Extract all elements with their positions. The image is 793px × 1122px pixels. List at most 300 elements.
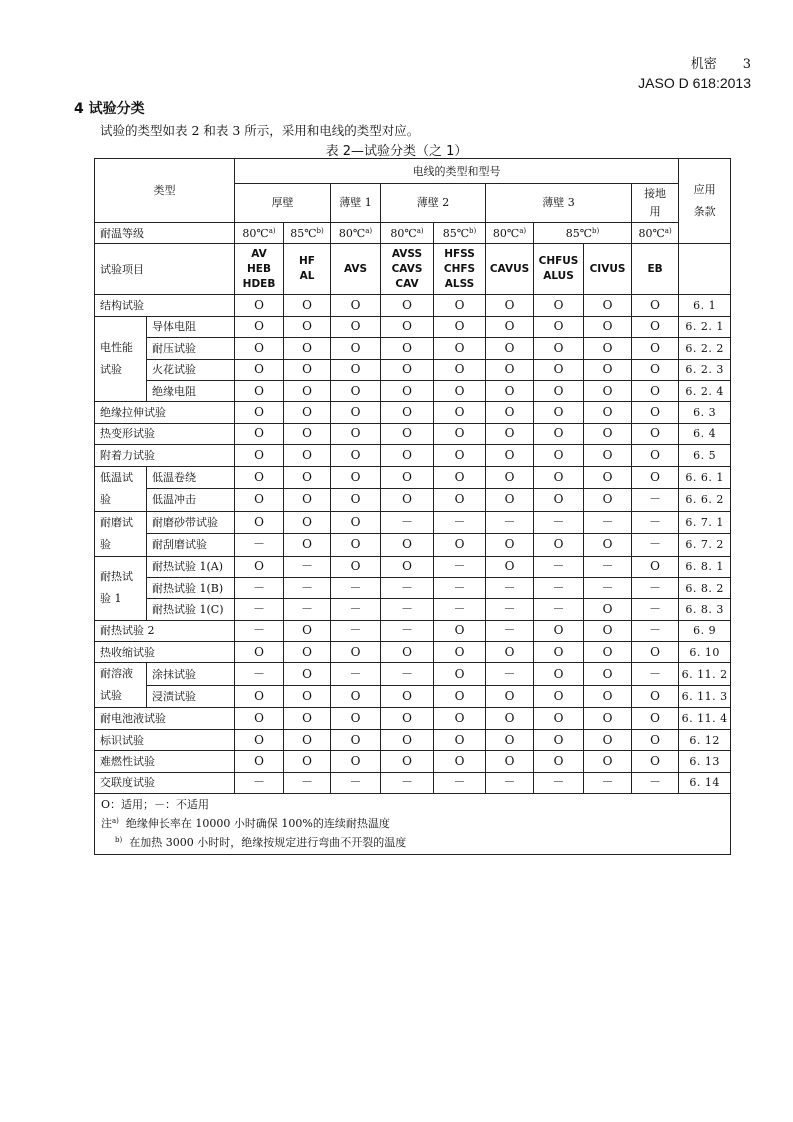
applicability-mark: O bbox=[235, 338, 284, 359]
applicability-mark: － bbox=[486, 577, 534, 598]
model-header: HFSS CHFS ALSS bbox=[434, 244, 486, 295]
table-row bbox=[95, 466, 731, 489]
applicability-mark: O bbox=[434, 489, 486, 512]
temp-value: 80℃ bbox=[242, 226, 269, 240]
temp-cell bbox=[486, 223, 534, 244]
temp-footnote-mark: a) bbox=[664, 226, 672, 235]
temp-footnote-mark: a) bbox=[365, 226, 373, 235]
applicability-mark: O bbox=[534, 445, 584, 466]
clause-number: 6. 1 bbox=[679, 295, 731, 316]
applicability-mark: O bbox=[632, 685, 679, 708]
applicability-mark: O bbox=[632, 316, 679, 337]
test-item: 低温卷绕 bbox=[147, 466, 235, 489]
test-item: 结构试验 bbox=[95, 295, 235, 316]
test-item: 难燃性试验 bbox=[95, 751, 235, 772]
applicability-mark: O bbox=[486, 708, 534, 729]
table-row bbox=[95, 708, 731, 729]
temp-label: 耐温等级 bbox=[95, 223, 235, 244]
applicability-mark: － bbox=[331, 772, 381, 793]
table-notes bbox=[95, 794, 731, 855]
applicability-mark: O bbox=[584, 729, 632, 750]
applicability-mark: － bbox=[235, 620, 284, 641]
applicability-mark: O bbox=[434, 445, 486, 466]
applicability-mark: O bbox=[235, 316, 284, 337]
test-item: 耐热试验 1(A) bbox=[147, 556, 235, 577]
applicability-mark: － bbox=[381, 577, 434, 598]
table-row bbox=[95, 599, 731, 620]
applicability-mark: O bbox=[584, 359, 632, 380]
applicability-mark: O bbox=[381, 359, 434, 380]
applicability-mark: O bbox=[235, 359, 284, 380]
applicability-mark: O bbox=[584, 338, 632, 359]
applicability-mark: － bbox=[632, 663, 679, 686]
model-header: CIVUS bbox=[584, 244, 632, 295]
temp-value: 85℃ bbox=[290, 226, 317, 240]
test-item: 导体电阻 bbox=[147, 316, 235, 337]
applicability-mark: O bbox=[584, 423, 632, 444]
applicability-mark: － bbox=[632, 489, 679, 512]
applicability-mark: － bbox=[331, 599, 381, 620]
table-row bbox=[95, 751, 731, 772]
applicability-mark: O bbox=[584, 599, 632, 620]
applicability-mark: O bbox=[331, 380, 381, 401]
clause-number: 6. 11. 4 bbox=[679, 708, 731, 729]
applicability-mark: O bbox=[632, 423, 679, 444]
applicability-mark: － bbox=[235, 534, 284, 557]
wire-type-header: 电线的类型和型号 bbox=[235, 159, 679, 184]
model-header: HF AL bbox=[284, 244, 331, 295]
model-header: EB bbox=[632, 244, 679, 295]
clause-number: 6. 13 bbox=[679, 751, 731, 772]
applicability-mark: O bbox=[632, 642, 679, 663]
applicability-mark: － bbox=[534, 556, 584, 577]
applicability-mark: O bbox=[584, 685, 632, 708]
applicability-mark: O bbox=[434, 620, 486, 641]
applicability-mark: O bbox=[331, 751, 381, 772]
temp-cell bbox=[381, 223, 434, 244]
table-row bbox=[95, 338, 731, 359]
clause-header: 应用 条款 bbox=[679, 159, 731, 244]
clause-number: 6. 10 bbox=[679, 642, 731, 663]
applicability-mark: O bbox=[331, 359, 381, 380]
applicability-mark: O bbox=[486, 556, 534, 577]
temp-cell bbox=[284, 223, 331, 244]
group-header: 接地 用 bbox=[632, 184, 679, 223]
applicability-mark: O bbox=[486, 295, 534, 316]
applicability-mark: － bbox=[284, 772, 331, 793]
table-row bbox=[95, 772, 731, 793]
test-item: 耐压试验 bbox=[147, 338, 235, 359]
applicability-mark: － bbox=[235, 772, 284, 793]
table-row bbox=[95, 445, 731, 466]
applicability-mark: O bbox=[235, 708, 284, 729]
applicability-mark: O bbox=[632, 751, 679, 772]
applicability-mark: － bbox=[434, 511, 486, 534]
applicability-mark: O bbox=[434, 534, 486, 557]
applicability-mark: O bbox=[434, 338, 486, 359]
applicability-mark: O bbox=[486, 445, 534, 466]
applicability-mark: － bbox=[235, 663, 284, 686]
applicability-mark: O bbox=[584, 316, 632, 337]
applicability-mark: O bbox=[534, 685, 584, 708]
applicability-mark: O bbox=[632, 466, 679, 489]
applicability-mark: O bbox=[381, 380, 434, 401]
applicability-mark: O bbox=[331, 729, 381, 750]
applicability-mark: O bbox=[235, 729, 284, 750]
applicability-mark: O bbox=[381, 316, 434, 337]
applicability-mark: O bbox=[284, 316, 331, 337]
applicability-mark: O bbox=[486, 642, 534, 663]
test-item: 耐电池液试验 bbox=[95, 708, 235, 729]
applicability-mark: O bbox=[486, 359, 534, 380]
test-item: 交联度试验 bbox=[95, 772, 235, 793]
applicability-mark: － bbox=[381, 620, 434, 641]
applicability-mark: O bbox=[284, 380, 331, 401]
applicability-mark: O bbox=[284, 489, 331, 512]
footnote-b-mark: b) bbox=[115, 836, 123, 845]
applicability-mark: O bbox=[534, 380, 584, 401]
test-item: 附着力试验 bbox=[95, 445, 235, 466]
applicability-mark: O bbox=[331, 316, 381, 337]
applicability-mark: O bbox=[381, 534, 434, 557]
applicability-mark: O bbox=[632, 338, 679, 359]
applicability-mark: O bbox=[331, 338, 381, 359]
table-row bbox=[95, 489, 731, 512]
footnote-b bbox=[101, 833, 730, 852]
table-row bbox=[95, 423, 731, 444]
temp-value: 85℃ bbox=[442, 226, 470, 240]
applicability-mark: O bbox=[284, 708, 331, 729]
applicability-mark: O bbox=[486, 380, 534, 401]
applicability-mark: O bbox=[584, 663, 632, 686]
applicability-mark: O bbox=[284, 663, 331, 686]
applicability-mark: O bbox=[534, 729, 584, 750]
applicability-mark: O bbox=[331, 402, 381, 423]
applicability-mark: － bbox=[434, 556, 486, 577]
model-header: CHFUS ALUS bbox=[534, 244, 584, 295]
clause-number: 6. 2. 4 bbox=[679, 380, 731, 401]
applicability-mark: O bbox=[381, 423, 434, 444]
applicability-mark: O bbox=[632, 445, 679, 466]
applicability-mark: O bbox=[486, 466, 534, 489]
clause-number: 6. 8. 3 bbox=[679, 599, 731, 620]
applicability-mark: － bbox=[534, 511, 584, 534]
group-header: 薄壁 3 bbox=[486, 184, 632, 223]
test-item: 绝缘电阻 bbox=[147, 380, 235, 401]
applicability-mark: O bbox=[534, 663, 584, 686]
clause-number: 6. 5 bbox=[679, 445, 731, 466]
table-row bbox=[95, 380, 731, 401]
applicability-mark: O bbox=[235, 295, 284, 316]
table-row bbox=[95, 556, 731, 577]
applicability-mark: O bbox=[434, 708, 486, 729]
applicability-mark: － bbox=[584, 556, 632, 577]
table-row bbox=[95, 685, 731, 708]
applicability-mark: O bbox=[284, 338, 331, 359]
clause-number: 6. 11. 2 bbox=[679, 663, 731, 686]
applicability-mark: O bbox=[534, 295, 584, 316]
test-item: 热变形试验 bbox=[95, 423, 235, 444]
clause-number: 6. 9 bbox=[679, 620, 731, 641]
clause-number: 6. 14 bbox=[679, 772, 731, 793]
applicability-mark: O bbox=[486, 685, 534, 708]
applicability-mark: O bbox=[632, 708, 679, 729]
applicability-mark: O bbox=[331, 534, 381, 557]
applicability-mark: O bbox=[235, 380, 284, 401]
applicability-mark: O bbox=[486, 534, 534, 557]
clause-number: 6. 6. 1 bbox=[679, 466, 731, 489]
applicability-mark: － bbox=[534, 772, 584, 793]
temp-footnote-mark: a) bbox=[519, 226, 527, 235]
applicability-mark: － bbox=[584, 577, 632, 598]
note-prefix: 注 bbox=[101, 817, 112, 831]
applicability-mark: O bbox=[434, 642, 486, 663]
table-row bbox=[95, 663, 731, 686]
applicability-mark: O bbox=[284, 466, 331, 489]
applicability-mark: － bbox=[381, 511, 434, 534]
test-group: 耐磨试 验 bbox=[95, 511, 147, 556]
test-item: 浸渍试验 bbox=[147, 685, 235, 708]
applicability-mark: O bbox=[381, 489, 434, 512]
notes-row bbox=[95, 794, 731, 855]
group-header: 厚壁 bbox=[235, 184, 331, 223]
applicability-mark: － bbox=[434, 577, 486, 598]
applicability-mark: O bbox=[381, 729, 434, 750]
applicability-mark: － bbox=[235, 577, 284, 598]
applicability-mark: O bbox=[434, 316, 486, 337]
table-row bbox=[95, 295, 731, 316]
test-group: 耐热试 验 1 bbox=[95, 556, 147, 620]
applicability-mark: － bbox=[434, 599, 486, 620]
applicability-mark: － bbox=[331, 577, 381, 598]
applicability-mark: O bbox=[534, 402, 584, 423]
applicability-mark: O bbox=[235, 556, 284, 577]
applicability-mark: － bbox=[584, 511, 632, 534]
clause-number: 6. 3 bbox=[679, 402, 731, 423]
applicability-mark: O bbox=[584, 295, 632, 316]
applicability-mark: O bbox=[534, 338, 584, 359]
applicability-mark: O bbox=[434, 729, 486, 750]
applicability-mark: O bbox=[381, 402, 434, 423]
table-title: 表 2—试验分类（之 1） bbox=[325, 144, 468, 159]
applicability-mark: － bbox=[632, 534, 679, 557]
applicability-mark: － bbox=[632, 772, 679, 793]
applicability-mark: O bbox=[381, 295, 434, 316]
applicability-mark: O bbox=[284, 685, 331, 708]
applicability-mark: O bbox=[434, 663, 486, 686]
applicability-mark: O bbox=[381, 445, 434, 466]
applicability-mark: O bbox=[331, 445, 381, 466]
applicability-mark: － bbox=[486, 663, 534, 686]
clause-header-blank bbox=[679, 244, 731, 295]
applicability-mark: O bbox=[235, 642, 284, 663]
applicability-mark: O bbox=[534, 359, 584, 380]
applicability-mark: － bbox=[235, 599, 284, 620]
applicability-mark: O bbox=[284, 423, 331, 444]
temp-footnote-mark: b) bbox=[592, 226, 600, 235]
table-row bbox=[95, 620, 731, 641]
applicability-mark: O bbox=[534, 423, 584, 444]
header-row-temps bbox=[95, 223, 731, 244]
applicability-mark: O bbox=[486, 423, 534, 444]
legend-note: O：适用；－：不适用 bbox=[101, 798, 210, 812]
type-header: 类型 bbox=[95, 159, 235, 223]
applicability-mark: O bbox=[486, 316, 534, 337]
applicability-mark: O bbox=[534, 620, 584, 641]
applicability-mark: O bbox=[331, 642, 381, 663]
temp-footnote-mark: b) bbox=[316, 226, 324, 235]
standard-number: JASO D 618:2013 bbox=[638, 75, 751, 91]
temp-cell bbox=[534, 223, 632, 244]
test-item: 火花试验 bbox=[147, 359, 235, 380]
clause-number: 6. 12 bbox=[679, 729, 731, 750]
applicability-mark: O bbox=[284, 620, 331, 641]
applicability-mark: O bbox=[434, 359, 486, 380]
temp-footnote-mark: b) bbox=[469, 226, 477, 235]
test-group: 低温试 验 bbox=[95, 466, 147, 511]
test-item: 耐热试验 2 bbox=[95, 620, 235, 641]
applicability-mark: － bbox=[632, 511, 679, 534]
footnote-a bbox=[101, 814, 730, 833]
test-item: 涂抹试验 bbox=[147, 663, 235, 686]
test-group: 电性能 试验 bbox=[95, 316, 147, 402]
test-classification-table bbox=[94, 158, 731, 855]
applicability-mark: － bbox=[632, 577, 679, 598]
applicability-mark: O bbox=[632, 359, 679, 380]
applicability-mark: O bbox=[434, 466, 486, 489]
applicability-mark: － bbox=[486, 620, 534, 641]
applicability-mark: － bbox=[331, 620, 381, 641]
clause-number: 6. 2. 1 bbox=[679, 316, 731, 337]
applicability-mark: O bbox=[284, 534, 331, 557]
temp-footnote-mark: a) bbox=[268, 226, 276, 235]
applicability-mark: O bbox=[381, 642, 434, 663]
footnote-a-text: 绝缘伸长率在 10000 小时确保 100%的连续耐热温度 bbox=[125, 817, 390, 831]
applicability-mark: O bbox=[331, 708, 381, 729]
clause-number: 6. 11. 3 bbox=[679, 685, 731, 708]
applicability-mark: － bbox=[584, 772, 632, 793]
applicability-mark: O bbox=[284, 751, 331, 772]
table-row bbox=[95, 359, 731, 380]
applicability-mark: O bbox=[434, 423, 486, 444]
test-item: 耐热试验 1(C) bbox=[147, 599, 235, 620]
applicability-mark: O bbox=[284, 402, 331, 423]
applicability-mark: － bbox=[632, 599, 679, 620]
applicability-mark: O bbox=[331, 466, 381, 489]
applicability-mark: O bbox=[534, 534, 584, 557]
test-item: 标识试验 bbox=[95, 729, 235, 750]
applicability-mark: O bbox=[331, 423, 381, 444]
clause-number: 6. 8. 2 bbox=[679, 577, 731, 598]
model-header: CAVUS bbox=[486, 244, 534, 295]
header-row-models bbox=[95, 244, 731, 295]
applicability-mark: O bbox=[584, 402, 632, 423]
footnote-b-text: 在加热 3000 小时时，绝缘按规定进行弯曲不开裂的温度 bbox=[129, 836, 407, 850]
temp-cell bbox=[235, 223, 284, 244]
table-row bbox=[95, 511, 731, 534]
model-header: AVS bbox=[331, 244, 381, 295]
applicability-mark: O bbox=[235, 685, 284, 708]
applicability-mark: － bbox=[486, 599, 534, 620]
applicability-mark: O bbox=[381, 685, 434, 708]
applicability-mark: － bbox=[381, 663, 434, 686]
applicability-mark: O bbox=[235, 489, 284, 512]
temp-value: 85℃ bbox=[565, 226, 593, 240]
applicability-mark: － bbox=[632, 620, 679, 641]
applicability-mark: O bbox=[584, 489, 632, 512]
applicability-mark: O bbox=[632, 380, 679, 401]
clause-number: 6. 2. 3 bbox=[679, 359, 731, 380]
temp-cell bbox=[331, 223, 381, 244]
applicability-mark: － bbox=[534, 599, 584, 620]
applicability-mark: O bbox=[584, 642, 632, 663]
test-item: 耐刮磨试验 bbox=[147, 534, 235, 557]
temp-footnote-mark: a) bbox=[416, 226, 424, 235]
temp-cell bbox=[434, 223, 486, 244]
group-header: 薄壁 2 bbox=[381, 184, 486, 223]
applicability-mark: － bbox=[534, 577, 584, 598]
temp-value: 80℃ bbox=[492, 226, 520, 240]
applicability-mark: O bbox=[534, 642, 584, 663]
applicability-mark: － bbox=[284, 577, 331, 598]
applicability-mark: O bbox=[584, 466, 632, 489]
test-item: 低温冲击 bbox=[147, 489, 235, 512]
applicability-mark: O bbox=[235, 402, 284, 423]
applicability-mark: O bbox=[284, 359, 331, 380]
table-row bbox=[95, 402, 731, 423]
applicability-mark: O bbox=[434, 751, 486, 772]
applicability-mark: O bbox=[584, 708, 632, 729]
applicability-mark: O bbox=[486, 489, 534, 512]
applicability-mark: O bbox=[284, 445, 331, 466]
applicability-mark: O bbox=[632, 556, 679, 577]
applicability-mark: O bbox=[632, 402, 679, 423]
confidential-label: 机密 3 bbox=[690, 57, 751, 72]
applicability-mark: O bbox=[331, 556, 381, 577]
model-header: AVSS CAVS CAV bbox=[381, 244, 434, 295]
applicability-mark: O bbox=[284, 295, 331, 316]
footnote-a-mark: a) bbox=[112, 817, 119, 826]
applicability-mark: O bbox=[632, 295, 679, 316]
applicability-mark: O bbox=[534, 466, 584, 489]
table-row bbox=[95, 729, 731, 750]
clause-number: 6. 2. 2 bbox=[679, 338, 731, 359]
clause-number: 6. 7. 2 bbox=[679, 534, 731, 557]
model-header: AV HEB HDEB bbox=[235, 244, 284, 295]
test-group: 耐溶液 试验 bbox=[95, 663, 147, 708]
applicability-mark: － bbox=[434, 772, 486, 793]
applicability-mark: O bbox=[284, 729, 331, 750]
applicability-mark: O bbox=[381, 338, 434, 359]
applicability-mark: O bbox=[331, 295, 381, 316]
applicability-mark: O bbox=[284, 642, 331, 663]
table-row bbox=[95, 534, 731, 557]
applicability-mark: O bbox=[331, 685, 381, 708]
applicability-mark: O bbox=[284, 511, 331, 534]
applicability-mark: O bbox=[434, 402, 486, 423]
applicability-mark: O bbox=[235, 751, 284, 772]
applicability-mark: O bbox=[381, 751, 434, 772]
clause-number: 6. 7. 1 bbox=[679, 511, 731, 534]
applicability-mark: O bbox=[486, 402, 534, 423]
table-row bbox=[95, 642, 731, 663]
applicability-mark: O bbox=[534, 316, 584, 337]
applicability-mark: － bbox=[331, 663, 381, 686]
applicability-mark: O bbox=[534, 708, 584, 729]
applicability-mark: O bbox=[331, 511, 381, 534]
applicability-mark: － bbox=[381, 599, 434, 620]
applicability-mark: O bbox=[434, 380, 486, 401]
